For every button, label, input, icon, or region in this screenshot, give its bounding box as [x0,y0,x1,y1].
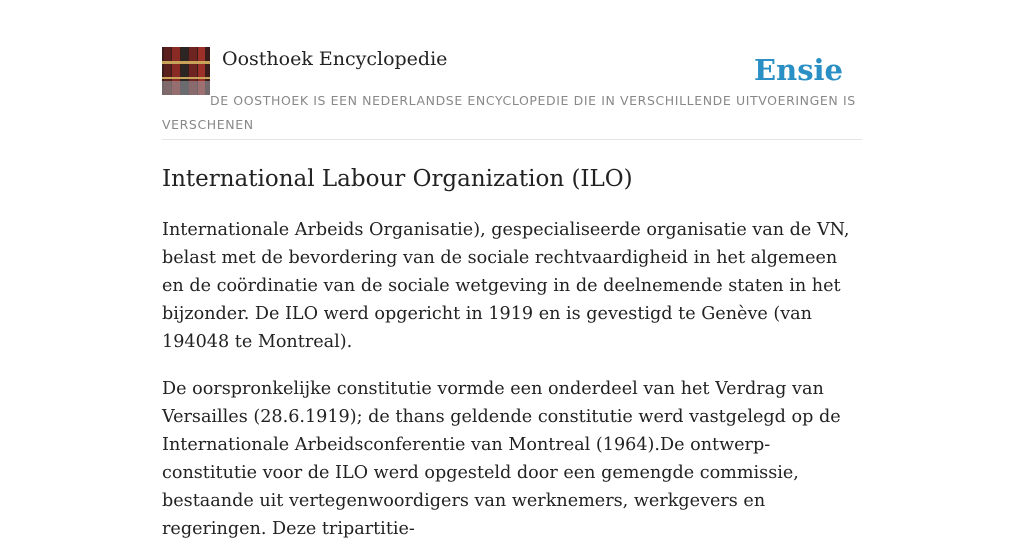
header-divider [162,139,862,140]
site-name[interactable]: Oosthoek Encyclopedie [222,48,448,70]
avatar[interactable] [162,47,210,95]
brand-logo[interactable]: Ensie [754,53,843,87]
book-spines-icon [162,47,210,95]
article-paragraph: De oorspronkelijke constitutie vormde een onderdeel van het Verdrag van Versailles (28.6.1919); de thans geldende constitutie werd vastgelegd op de Internationale Arbeidsconferentie van Montreal (1964).De ontwerp-constitutie voor de ILO werd opgesteld door een gemengde commissie, bestaande uit vertegenwoordigers van werknemers, werkgevers en regeringen. Deze tripartitie- [162,379,841,539]
site-tagline: DE OOSTHOEK IS EEN NEDERLANDSE ENCYCLOPEDIE DIE IN VERSCHILLENDE UITVOERINGEN IS VERSCHENEN [162,93,856,132]
article-paragraph: Internationale Arbeids Organisatie), gespecialiseerde organisatie van de VN, belast met de bevordering van de sociale rechtvaardigheid in het algemeen en de coördinatie van de sociale wetgeving in de deelnemende staten in het bijzonder. De ILO werd opgericht in 1919 en is gevestigd te Genève (van 194048 te Montreal). [162,220,850,352]
article-title: International Labour Organization (ILO) [162,166,633,192]
